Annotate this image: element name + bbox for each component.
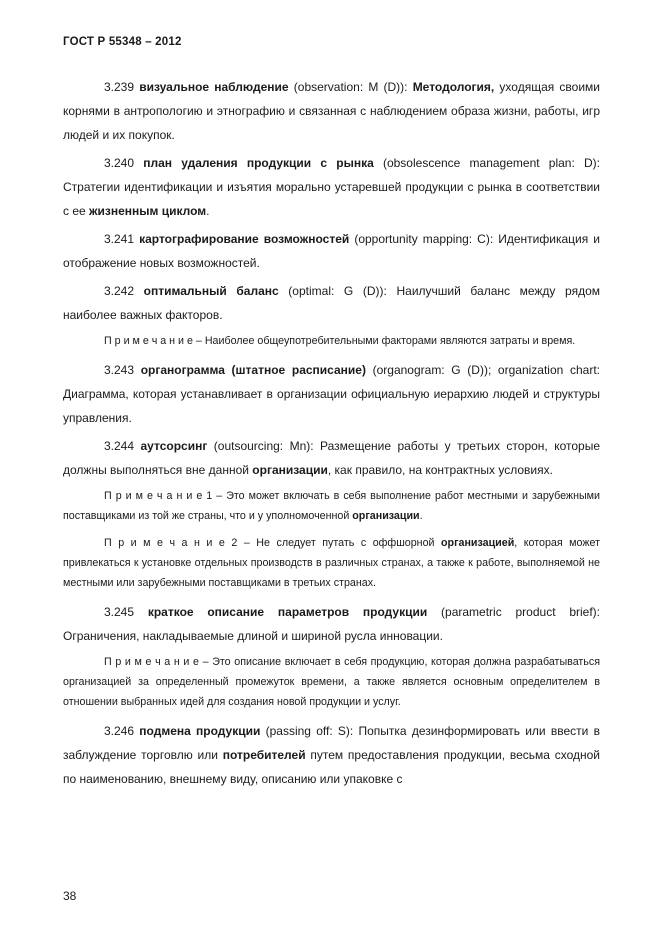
term-paragraph (63, 434, 600, 482)
text-run: 3.239 (104, 80, 140, 94)
text-run: аутсорсинг (140, 439, 208, 453)
text-run: П р и м е ч а н и е 2 – Не следует путать с оффшорной (104, 537, 442, 549)
text-run: (optimal: G (D)): Наилучший баланс между рядом наиболее важных факторов. (63, 284, 601, 322)
note-paragraph (63, 652, 600, 712)
text-run: (passing off: S): Попытка дезинформировать или ввести в заблуждение торговлю или (63, 724, 600, 762)
text-run: картографирование возможностей (139, 232, 350, 246)
page-number: 38 (63, 889, 77, 903)
text-run: П р и м е ч а н и е 1 – Это может включать в себя выполнение работ местными и зарубежными поставщиками из той же страны, что и у уполномоченной (63, 490, 600, 522)
text-run: (organogram: G (D)); organization chart: Диаграмма, которая устанавливает в организации официальную иерархию людей и структуры управления. (63, 363, 600, 425)
text-run: (parametric product brief): Ограничения, накладываемые длиной и шириной русла инновации. (63, 605, 600, 643)
text-run: путем предоставления продукции, весьма сходной по наименованию, внешнему виду, описанию или упаковке с (63, 748, 600, 786)
text-run: краткое описание параметров продукции (147, 605, 428, 619)
document-header-title: ГОСТ Р 55348 – 2012 (63, 36, 182, 48)
note-paragraph (63, 533, 600, 593)
text-run: (outsourcing: Mn): Размещение работы у третьих сторон, которые должны выполняться вне данной (63, 439, 600, 477)
text-run: оптимальный баланс (143, 284, 279, 298)
text-run: потребителей (222, 748, 306, 762)
term-paragraph (63, 358, 600, 430)
text-run: 3.245 (104, 605, 148, 619)
text-run: (observation: M (D)): (288, 80, 413, 94)
text-run: 3.244 (104, 439, 141, 453)
term-paragraph (63, 151, 600, 223)
text-run: 3.240 (104, 156, 144, 170)
term-paragraph (63, 719, 600, 791)
term-paragraph (63, 75, 600, 147)
text-run: (obsolescence management plan: D): Стратегии идентификации и изъятия морально устаревшей продукции с рынка в соответствии с ее (63, 156, 600, 218)
text-run: . (206, 204, 210, 218)
term-paragraph (63, 279, 600, 327)
note-paragraph (63, 331, 600, 351)
term-paragraph (63, 600, 600, 648)
text-run: подмена продукции (139, 724, 261, 738)
text-run: организации (252, 463, 328, 477)
text-run: уходящая своими корнями в антропологию и этнографию и связанная с наблюдением образа жизни, работы, игр людей и их покупок. (63, 80, 600, 142)
text-run: план удаления продукции с рынка (143, 156, 374, 170)
text-run: , которая может привлекаться к установке отдельных производств в различных странах, а также к работе, выполняемой не местными или зарубежными поставщиками в третьих странах. (63, 537, 600, 589)
text-run: органограмма (штатное расписание) (140, 363, 366, 377)
text-run: визуальное наблюдение (139, 80, 289, 94)
text-run: 3.246 (104, 724, 140, 738)
text-run: жизненным циклом (89, 204, 207, 218)
text-run: . (419, 510, 423, 522)
text-run: (opportunity mapping: C): Идентификация и отображение новых возможностей. (63, 232, 600, 270)
text-run: П р и м е ч а н и е – Наиболее общеупотребительными факторами являются затраты и время. (104, 335, 576, 347)
text-run: 3.243 (104, 363, 141, 377)
text-run: П р и м е ч а н и е – Это описание включает в себя продукцию, которая должна разрабатываться организацией за определенный промежуток времени, а также является основным определителем в отношении выбранных идей для создания новой продукции и услуг. (63, 656, 600, 708)
note-paragraph (63, 486, 600, 526)
text-run: Методология, (412, 80, 495, 94)
text-run: , как правило, на контрактных условиях. (327, 463, 553, 477)
term-paragraph (63, 227, 600, 275)
text-run: 3.241 (104, 232, 140, 246)
text-run: организации (352, 510, 420, 522)
text-run: организацией (441, 537, 515, 549)
text-run: 3.242 (104, 284, 144, 298)
document-body (63, 75, 600, 791)
